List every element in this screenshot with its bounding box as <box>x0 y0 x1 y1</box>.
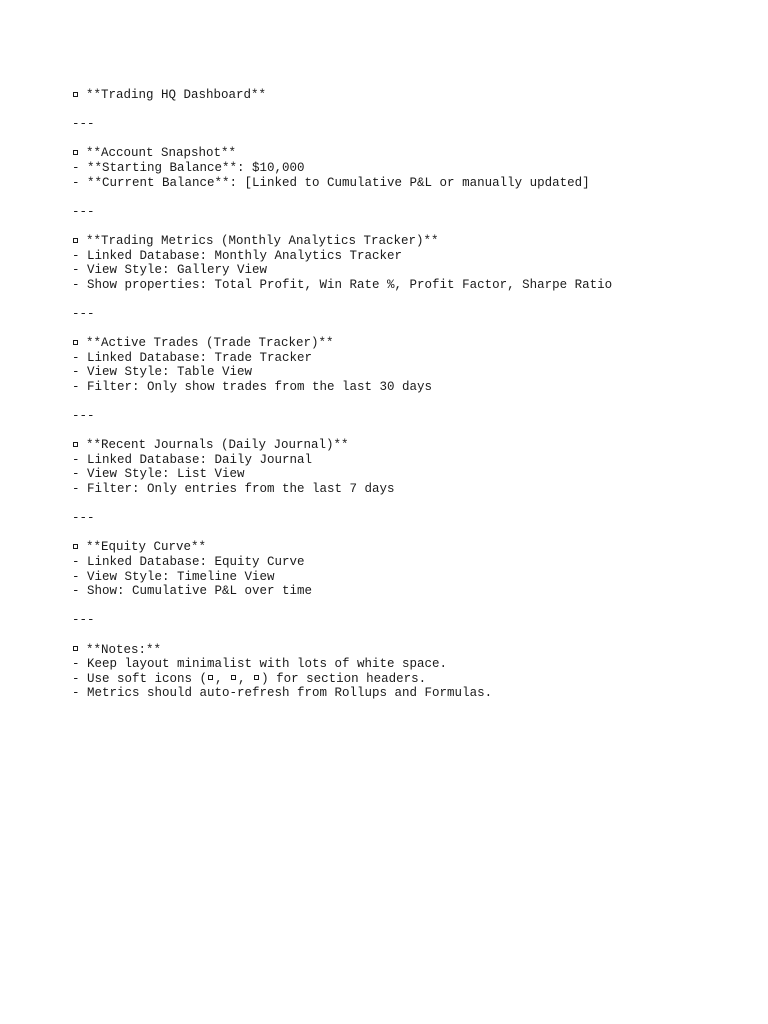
section <box>72 540 752 598</box>
box-icon <box>73 150 78 155</box>
list-item: - Metrics should auto-refresh from Rollups and Formulas. <box>72 686 493 701</box>
list-item: - View Style: Table View <box>72 365 253 380</box>
blank-line <box>72 497 752 512</box>
list-item: - Linked Database: Trade Tracker <box>72 350 313 365</box>
list-item: - Keep layout minimalist with lots of white space. <box>72 657 448 672</box>
section <box>72 146 752 190</box>
page-title-line <box>72 88 752 103</box>
document-body <box>72 88 752 701</box>
separator: --- <box>72 511 95 526</box>
separator: --- <box>72 204 95 219</box>
section-header-text: **Notes:** <box>86 642 162 657</box>
box-icon <box>254 675 259 680</box>
box-icon <box>73 646 78 651</box>
list-item: - Linked Database: Monthly Analytics Tracker <box>72 248 403 263</box>
section-header <box>72 643 752 658</box>
blank-line <box>72 190 752 205</box>
section-header <box>72 336 752 351</box>
section-header <box>72 540 752 555</box>
section-header <box>72 438 752 453</box>
section-header <box>72 146 752 161</box>
section-header-text: **Equity Curve** <box>86 540 207 555</box>
list-item: - **Starting Balance**: $10,000 <box>72 160 305 175</box>
box-icon <box>208 675 213 680</box>
section-header <box>72 234 752 249</box>
list-item: - **Current Balance**: [Linked to Cumulative P&L or manually updated] <box>72 175 590 190</box>
section-header-text: **Recent Journals (Daily Journal)** <box>86 438 349 453</box>
list-item: - View Style: List View <box>72 467 245 482</box>
box-icon <box>73 442 78 447</box>
separator: --- <box>72 613 95 628</box>
blank-line <box>72 394 752 409</box>
blank-line <box>72 628 752 643</box>
section-header-text: **Trading Metrics (Monthly Analytics Tracker)** <box>86 233 439 248</box>
box-icon <box>73 544 78 549</box>
blank-line <box>72 292 752 307</box>
blank-line <box>72 219 752 234</box>
box-icon <box>73 340 78 345</box>
box-icon <box>231 675 236 680</box>
list-item: - Linked Database: Equity Curve <box>72 555 305 569</box>
blank-line <box>72 424 752 439</box>
blank-line <box>72 526 752 541</box>
separator: --- <box>72 409 95 424</box>
list-item: - Linked Database: Daily Journal <box>72 452 313 467</box>
box-icon <box>73 238 78 243</box>
section-header-text: **Active Trades (Trade Tracker)** <box>86 336 334 351</box>
section <box>72 336 752 394</box>
list-item-text: ) for section headers. <box>261 671 427 686</box>
list-item: - View Style: Timeline View <box>72 569 275 584</box>
page-title: **Trading HQ Dashboard** <box>86 88 267 102</box>
section <box>72 438 752 496</box>
list-item-text: , <box>215 671 231 686</box>
blank-line <box>72 103 752 118</box>
blank-line <box>72 132 752 147</box>
sections <box>72 146 752 701</box>
list-item: - Show: Cumulative P&L over time <box>72 584 313 599</box>
list-item-text: - Use soft icons ( <box>72 671 208 686</box>
box-icon <box>73 92 78 97</box>
blank-line <box>72 599 752 614</box>
list-item: - Show properties: Total Profit, Win Rate %, Profit Factor, Sharpe Ratio <box>72 277 613 292</box>
section-header-text: **Account Snapshot** <box>86 146 237 161</box>
separator: --- <box>72 117 95 132</box>
list-item: - View Style: Gallery View <box>72 263 268 278</box>
section <box>72 234 752 292</box>
blank-line <box>72 322 752 337</box>
list-item <box>72 672 752 687</box>
list-item-text: , <box>238 671 254 686</box>
section <box>72 643 752 701</box>
list-item: - Filter: Only show trades from the last 30 days <box>72 379 433 394</box>
list-item: - Filter: Only entries from the last 7 days <box>72 482 395 497</box>
separator: --- <box>72 306 95 321</box>
